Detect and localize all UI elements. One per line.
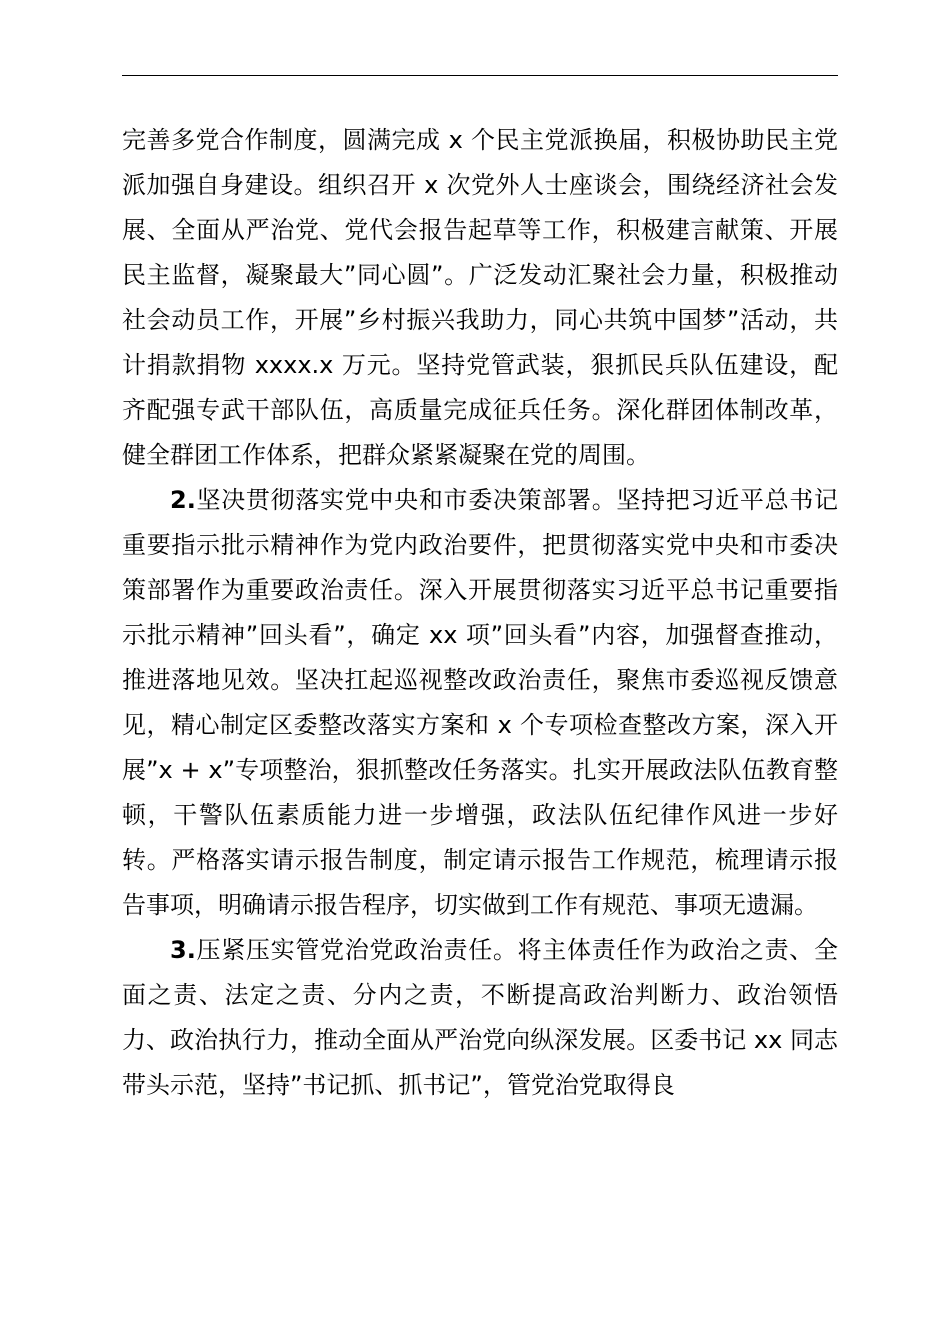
paragraph-text: 坚决贯彻落实党中央和市委决策部署。坚持把习近平总书记重要指示批示精神作为党内政治要件，把贯彻落实党中央和市委决策部署作为重要政治责任。深入开展贯彻落实习近平总书记重要指示批示精神”回头看”，确定 xx 项”回头看”内容，加强督查推动，推进落地见效。坚决扛起巡视整改政治责任，聚焦市委巡视反馈意见，精心制定区委整改落实方案和 x 个专项检查整改方案，深入开展”x + x”专项整治，狠抓整改任务落实。扎实开展政法队伍教育整顿，干警队伍素质能力进一步增强，政法队伍纪律作风进一步好转。严格落实请示报告制度，制定请示报告工作规范，梳理请示报告事项，明确请示报告程序，切实做到工作有规范、事项无遗漏。 — [122, 486, 838, 919]
paragraph-text: 完善多党合作制度，圆满完成 x 个民主党派换届，积极协助民主党派加强自身建设。组织召开 x 次党外人士座谈会，围绕经济社会发展、全面从严治党、党代会报告起草等工作，积极建言献策、开展民主监督，凝聚最大”同心圆”。广泛发动汇聚社会力量，积极推动社会动员工作，开展”乡村振兴我助力，同心共筑中国梦”活动，共计捐款捐物 xxxx.x 万元。坚持党管武装，狠抓民兵队伍建设，配齐配强专武干部队伍，高质量完成征兵任务。深化群团体制改革，健全群团工作体系，把群众紧紧凝聚在党的周围。 — [122, 126, 838, 469]
document-body — [122, 118, 838, 1108]
section-number: 2. — [170, 486, 196, 514]
paragraph-text: 压紧压实管党治党政治责任。将主体责任作为政治之责、全面之责、法定之责、分内之责，不断提高政治判断力、政治领悟力、政治执行力，推动全面从严治党向纵深发展。区委书记 xx 同志带头示范，坚持”书记抓、抓书记”，管党治党取得良 — [122, 936, 838, 1099]
header-rule — [122, 75, 838, 76]
paragraph-section-3 — [122, 928, 838, 1108]
section-number: 3. — [170, 936, 196, 964]
paragraph-continued — [122, 118, 838, 478]
paragraph-section-2 — [122, 478, 838, 928]
